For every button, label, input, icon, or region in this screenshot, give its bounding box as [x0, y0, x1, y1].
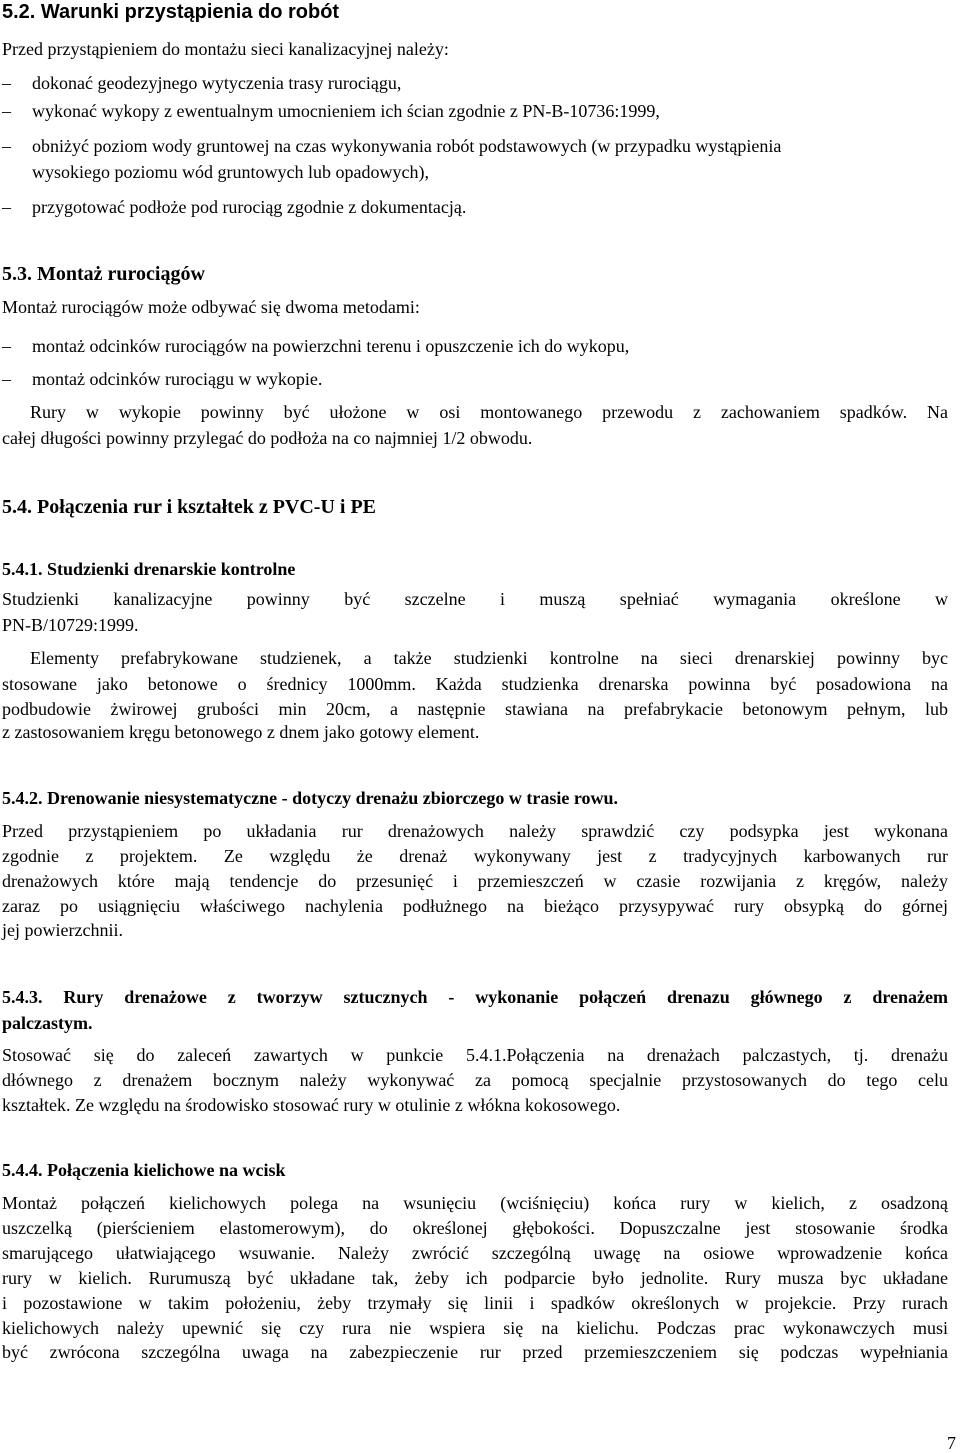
paragraph-line: kielichowych należy upewnić się czy rura nie wspiera się na kielichu. Podczas prac wykonawczych musi — [2, 1318, 948, 1338]
paragraph-line: zgodnie z projektem. Ze względu że drenaż wykonywany jest z tradycyjnych karbowanych rur — [2, 846, 948, 866]
paragraph-line: dłównego z drenażem bocznym należy wykonywać za pomocą specjalnie przystosowanych do tego celu — [2, 1070, 948, 1090]
paragraph-line: uszczelką (pierścieniem elastomerowym), do określonej głębokości. Dopuszczalne jest stosowanie środka — [2, 1218, 948, 1238]
paragraph-line: Przed przystąpieniem po układania rur drenażowych należy sprawdzić czy podsypka jest wykonana — [2, 821, 948, 841]
paragraph-line: być zwrócona szczególna uwaga na zabezpieczenie rur przed przemieszczeniem się podczas wypełniania — [2, 1342, 948, 1362]
paragraph-line: rury w kielich. Rurumuszą być układane tak, żeby ich podparcie było jednolite. Rury musza byc układane — [2, 1268, 948, 1288]
paragraph-line: PN-B/10729:1999. — [2, 615, 139, 635]
list-dash: – — [2, 136, 11, 156]
section-intro-5-3: Montaż rurociągów może odbywać się dwoma metodami: — [2, 297, 420, 317]
paragraph-line: i pozostawione w takim położeniu, żeby trzymały się linii i spadków określonych w projekcie. Przy rurach — [2, 1293, 948, 1313]
list-dash: – — [2, 101, 11, 121]
section-heading-5-4-3: 5.4.3. Rury drenażowe z tworzyw sztucznych - wykonanie połączeń drenazu głównego z drenażem — [2, 987, 948, 1007]
section-heading-5-4-4: 5.4.4. Połączenia kielichowe na wcisk — [2, 1160, 286, 1180]
paragraph-line: z zastosowaniem kręgu betonowego z dnem jako gotowy element. — [2, 722, 480, 742]
list-item: dokonać geodezyjnego wytyczenia trasy rurociągu, — [32, 73, 402, 93]
paragraph-line: Rury w wykopie powinny być ułożone w osi montowanego przewodu z zachowaniem spadków. Na — [30, 402, 948, 422]
section-heading-5-2: 5.2. Warunki przystąpienia do robót — [2, 1, 340, 23]
paragraph-line: podbudowie żwirowej grubości min 20cm, a następnie stawiana na prefabrykacie betonowym pełnym, lub — [2, 699, 948, 719]
list-dash: – — [2, 336, 11, 356]
page-number: 7 — [947, 1433, 956, 1453]
paragraph-line: kształtek. Ze względu na środowisko stosować rury w otulinie z włókna kokosowego. — [2, 1095, 621, 1115]
paragraph-line: jej powierzchnii. — [2, 920, 123, 940]
paragraph-line: Montaż połączeń kielichowych polega na wsunięciu (wciśnięciu) końca rury w kielich, z osadzoną — [2, 1193, 948, 1213]
list-dash: – — [2, 73, 11, 93]
section-heading-5-4-3-continued: palczastym. — [2, 1013, 93, 1033]
section-heading-5-4: 5.4. Połączenia rur i kształtek z PVC-U i PE — [2, 496, 377, 518]
list-dash: – — [2, 369, 11, 389]
section-intro-5-2: Przed przystąpieniem do montażu sieci kanalizacyjnej należy: — [2, 39, 449, 59]
section-heading-5-4-2: 5.4.2. Drenowanie niesystematyczne - dotyczy drenażu zbiorczego w trasie rowu. — [2, 788, 619, 808]
paragraph-line: Studzienki kanalizacyjne powinny być szczelne i muszą spełniać wymagania określone w — [2, 589, 948, 609]
list-dash: – — [2, 197, 11, 217]
paragraph-line: całej długości powinny przylegać do podłoża na co najmniej 1/2 obwodu. — [2, 428, 533, 448]
paragraph-line: smarującego ułatwiającego wsuwanie. Należy zwrócić szczególną uwagę na osiowe wprowadzenie końca — [2, 1243, 948, 1263]
section-heading-5-4-1: 5.4.1. Studzienki drenarskie kontrolne — [2, 559, 296, 579]
paragraph-line: zaraz po usiągnięciu właściwego nachylenia podłużnego na bieżąco przysypywać rury obsypką do górnej — [2, 896, 948, 916]
paragraph-line: Stosować się do zaleceń zawartych w punkcie 5.4.1.Połączenia na drenażach palczastych, tj. drenażu — [2, 1045, 948, 1065]
list-item: obniżyć poziom wody gruntowej na czas wykonywania robót podstawowych (w przypadku wystąpienia — [32, 136, 782, 156]
paragraph-line: drenażowych które mają tendencje do przesunięć i przemieszczeń w czasie rozwijania z kręgów, należy — [2, 871, 948, 891]
list-item: wykonać wykopy z ewentualnym umocnieniem ich ścian zgodnie z PN-B-10736:1999, — [32, 101, 660, 121]
paragraph-line: Elementy prefabrykowane studzienek, a także studzienki kontrolne na sieci drenarskiej powinny byc — [30, 648, 948, 668]
section-heading-5-3: 5.3. Montaż rurociągów — [2, 263, 205, 285]
list-item: montaż odcinków rurociągu w wykopie. — [32, 369, 323, 389]
list-item: montaż odcinków rurociągów na powierzchni terenu i opuszczenie ich do wykopu, — [32, 336, 630, 356]
list-item-continuation: wysokiego poziomu wód gruntowych lub opadowych), — [32, 162, 429, 182]
list-item: przygotować podłoże pod rurociąg zgodnie z dokumentacją. — [32, 197, 467, 217]
paragraph-line: stosowane jako betonowe o średnicy 1000mm. Każda studzienka drenarska powinna być posadowiona na — [2, 674, 948, 694]
